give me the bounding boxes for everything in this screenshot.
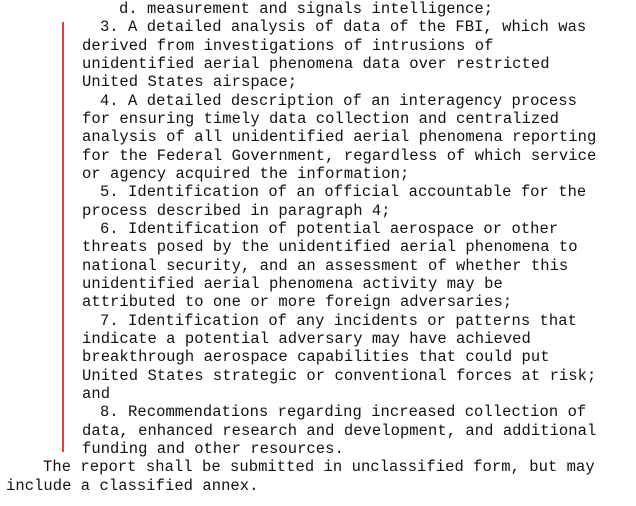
text-line-16: unidentified aerial phenomena activity may be — [82, 275, 503, 293]
text-line-6: 4. A detailed description of an interagency process — [100, 92, 577, 110]
text-line-15: national security, and an assessment of whether this — [82, 257, 569, 275]
text-line-26: The report shall be submitted in unclassified form, but may — [43, 458, 595, 476]
text-line-12: process described in paragraph 4; — [82, 202, 391, 220]
text-line-11: 5. Identification of an official accountable for the — [100, 183, 587, 201]
text-line-17: attributed to one or more foreign adversaries; — [82, 293, 513, 311]
text-line-7: for ensuring timely data collection and centralized — [82, 110, 559, 128]
text-line-1: d. measurement and signals intelligence; — [119, 0, 494, 18]
text-line-10: or agency acquired the information; — [82, 165, 410, 183]
text-line-27: include a classified annex. — [6, 477, 259, 495]
text-line-13: 6. Identification of potential aerospace or other — [100, 220, 559, 238]
text-line-14: threats posed by the unidentified aerial phenomena to — [82, 238, 578, 256]
text-line-2: 3. A detailed analysis of data of the FBI, which was — [100, 18, 587, 36]
text-line-25: funding and other resources. — [82, 440, 344, 458]
text-line-22: and — [82, 385, 111, 403]
text-line-4: unidentified aerial phenomena data over restricted — [82, 55, 550, 73]
revision-change-bar — [62, 22, 64, 452]
text-line-9: for the Federal Government, regardless of which service — [82, 147, 597, 165]
text-line-20: breakthrough aerospace capabilities that could put — [82, 348, 550, 366]
text-line-5: United States airspace; — [82, 73, 298, 91]
text-line-3: derived from investigations of intrusions of — [82, 37, 494, 55]
text-line-24: data, enhanced research and development, and additional — [82, 422, 597, 440]
text-line-18: 7. Identification of any incidents or patterns that — [100, 312, 577, 330]
text-line-8: analysis of all unidentified aerial phenomena reporting — [82, 128, 597, 146]
text-line-19: indicate a potential adversary may have achieved — [82, 330, 531, 348]
text-line-21: United States strategic or conventional forces at risk; — [82, 367, 597, 385]
text-line-23: 8. Recommendations regarding increased collection of — [100, 403, 587, 421]
